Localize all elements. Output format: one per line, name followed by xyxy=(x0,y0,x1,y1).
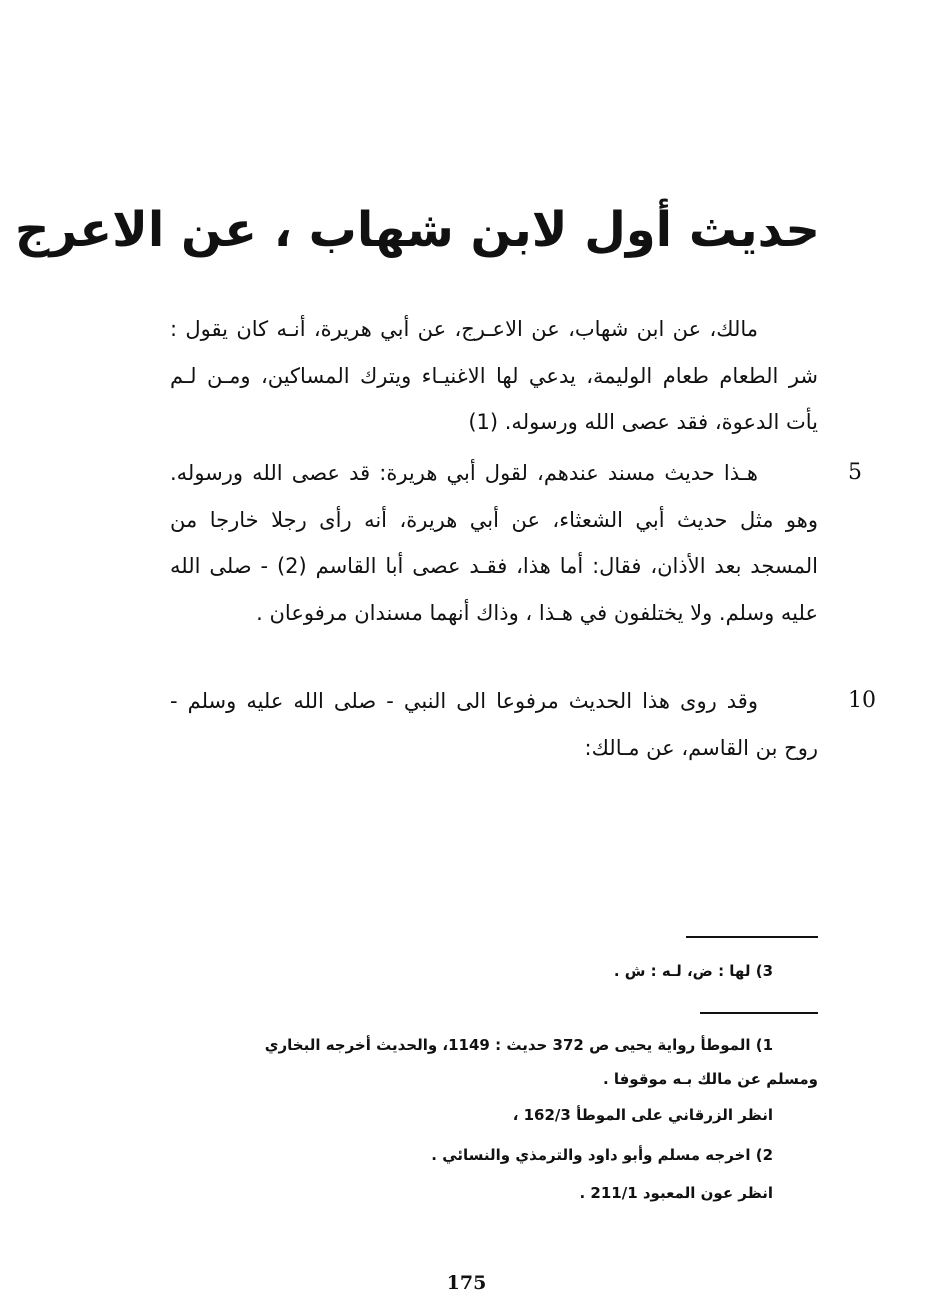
paragraph-3: وقد روى هذا الحديث مرفوعا الى النبي - صلى الله عليه وسلم - روح بن القاسم، عن مـالك: xyxy=(170,689,818,760)
paragraph-1-block xyxy=(170,306,818,446)
footnote-1-line-3: انظر الزرقاني على الموطأ 162/3 ، xyxy=(512,1106,773,1124)
footnote-2-line-1: 2) اخرجه مسلم وأبو داود والترمذي والنسائي . xyxy=(431,1146,773,1164)
paragraph-1: مالك، عن ابن شهاب، عن الاعـرج، عن أبي هريرة، أنـه كان يقول : شر الطعام طعام الوليمة، يدعي لها الاغنيـاء ويترك المساكين، ومـن لـم يأت الدعوة، فقد عصى الله ورسوله. (1) xyxy=(170,317,818,434)
footnote-2-line-2: انظر عون المعبود 211/1 . xyxy=(579,1184,773,1202)
line-number-10: 10 xyxy=(848,688,876,713)
footnote-1-line-2: ومسلم عن مالك بـه موقوفا . xyxy=(602,1070,818,1088)
footnotes-divider xyxy=(700,1012,818,1014)
line-number-5: 5 xyxy=(848,460,862,485)
footnote-1-line-1: 1) الموطأ رواية يحيى ص 372 حديث : 1149، والحديث أخرجه البخاري xyxy=(264,1036,773,1054)
paragraph-2: هـذا حديث مسند عندهم، لقول أبي هريرة: قد عصى الله ورسوله. وهو مثل حديث أبي الشعثاء، عن أبي هريرة، أنه رأى رجلا خارجا من المسجد بعد الأذان، فقال: أما هذا، فقـد عصى أبا القاسم (2) - صلى الله عليه وسلم. ولا يختلفون في هـذا ، وذاك أنهما مسندان مرفوعان . xyxy=(170,461,818,625)
variant-note-divider xyxy=(686,936,818,938)
variant-note: 3) لها : ض، لـه : ش . xyxy=(613,962,773,980)
paragraph-2-block xyxy=(170,450,818,636)
page-number: 175 xyxy=(446,1272,487,1294)
page-title: حديث أول لابن شهاب ، عن الاعرج xyxy=(14,202,820,258)
paragraph-3-block xyxy=(170,678,818,771)
